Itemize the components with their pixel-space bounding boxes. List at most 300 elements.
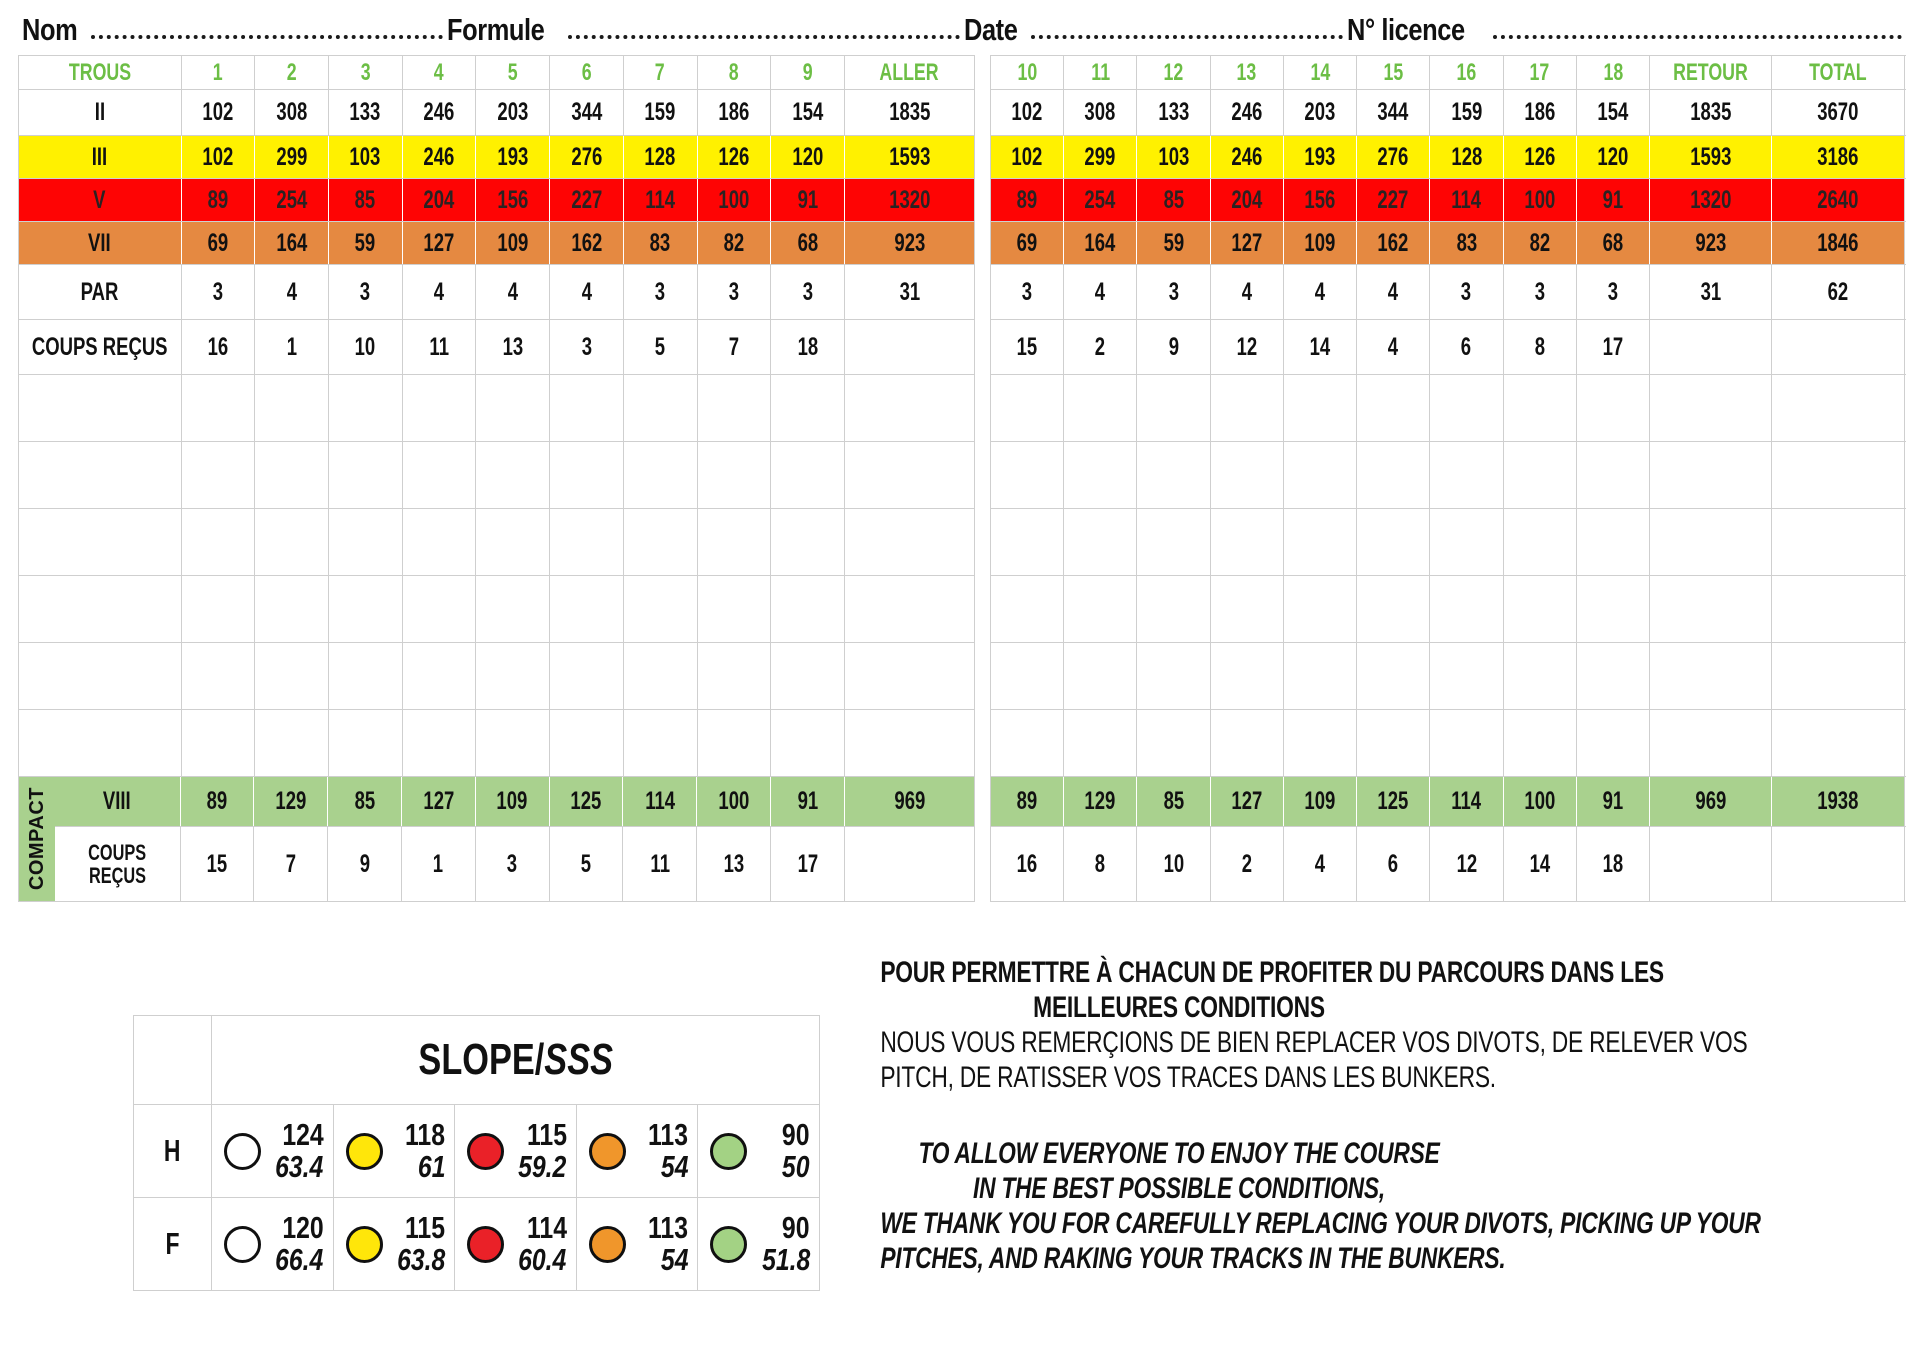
hole-value-cell: 227 <box>1357 179 1430 221</box>
hole-value-cell <box>1211 576 1284 642</box>
retour-cell <box>1650 827 1772 901</box>
retour-cell: 969 <box>1650 777 1772 826</box>
hole-value-cell: 68 <box>1577 222 1650 264</box>
aller-cell <box>845 710 975 776</box>
hole-value-cell <box>1211 509 1284 575</box>
total-cell: 3186 <box>1772 136 1906 178</box>
hole-value-cell <box>771 710 845 776</box>
hole-value-cell: 16 <box>182 320 256 374</box>
hole-value-cell: 7 <box>698 320 772 374</box>
hole-value-cell: 15 <box>991 320 1064 374</box>
hole-value-cell: 308 <box>1064 90 1137 135</box>
total-cell: 2640 <box>1772 179 1906 221</box>
hole-value-cell: 15 <box>1357 56 1430 89</box>
slope-entry-white <box>212 1198 334 1290</box>
hole-value-cell <box>182 710 256 776</box>
hole-value-cell: 1 <box>402 827 476 901</box>
hole-value-cell <box>624 375 698 441</box>
hole-value-cell: 1 <box>182 56 256 89</box>
hole-value-cell <box>1284 710 1357 776</box>
table-gap <box>975 710 990 777</box>
hole-value-cell: 162 <box>550 222 624 264</box>
hole-value-cell: 127 <box>1211 777 1284 826</box>
hole-value-cell <box>1357 442 1430 508</box>
hole-value-cell: 344 <box>550 90 624 135</box>
hole-value-cell: 3 <box>476 827 550 901</box>
slope-sss-values: 113 54 <box>648 1117 689 1184</box>
hole-value-cell: 100 <box>697 777 771 826</box>
hole-value-cell: 3 <box>182 265 256 319</box>
retour-cell <box>1650 320 1772 374</box>
hole-value-cell: 156 <box>476 179 550 221</box>
hole-value-cell <box>1211 643 1284 709</box>
hole-value-cell <box>1137 576 1210 642</box>
hole-value-cell: 129 <box>254 777 328 826</box>
slope-title: SLOPE/SSS <box>418 1035 613 1084</box>
back-nine-section <box>990 442 1906 509</box>
table-gap <box>975 643 990 710</box>
hole-value-cell: 13 <box>697 827 771 901</box>
hole-value-cell: 7 <box>254 827 328 901</box>
hole-value-cell: 4 <box>476 265 550 319</box>
hole-value-cell: 59 <box>329 222 403 264</box>
front-nine-section <box>18 509 975 576</box>
hole-value-cell <box>1577 442 1650 508</box>
hole-value-cell: 5 <box>624 320 698 374</box>
hole-value-cell: 114 <box>624 179 698 221</box>
hole-value-cell: 6 <box>1357 827 1430 901</box>
hole-value-cell: 126 <box>1504 136 1577 178</box>
retour-cell <box>1650 375 1772 441</box>
hole-value-cell <box>182 375 256 441</box>
slope-gender-label: H <box>134 1105 212 1197</box>
hole-value-cell: 4 <box>1284 265 1357 319</box>
hole-value-cell <box>698 710 772 776</box>
hole-value-cell: 102 <box>991 136 1064 178</box>
hole-value-cell <box>255 509 329 575</box>
score-row-ii <box>18 90 1906 136</box>
hole-value-cell: 4 <box>1284 827 1357 901</box>
hole-value-cell: 186 <box>698 90 772 135</box>
slope-sss-values: 115 63.8 <box>396 1210 446 1277</box>
back-nine-section <box>990 777 1906 827</box>
front-nine-section <box>18 320 975 375</box>
hole-value-cell <box>403 643 477 709</box>
hole-value-cell: 204 <box>1211 179 1284 221</box>
hole-value-cell: 83 <box>1430 222 1503 264</box>
tee-marker-white-icon <box>224 1226 261 1263</box>
tee-marker-orange-icon <box>589 1133 626 1170</box>
slope-sss-values: 90 51.8 <box>761 1210 810 1277</box>
hole-value-cell <box>403 710 477 776</box>
hole-value-cell <box>1504 643 1577 709</box>
back-nine-section <box>990 375 1906 442</box>
hole-value-cell <box>1064 509 1137 575</box>
score-row-trous <box>18 55 1906 90</box>
score-row-empty <box>18 509 1906 576</box>
score-row-v <box>18 179 1906 222</box>
row-label: III <box>19 136 182 178</box>
slope-sss-values: 118 61 <box>405 1117 446 1184</box>
total-cell <box>1772 509 1906 575</box>
hole-value-cell <box>476 710 550 776</box>
hole-value-cell <box>255 576 329 642</box>
hole-value-cell: 91 <box>1577 179 1650 221</box>
hole-value-cell: 3 <box>991 265 1064 319</box>
table-gap <box>975 442 990 509</box>
table-gap <box>975 827 990 902</box>
slope-entry-yellow <box>334 1198 456 1290</box>
slope-sss-values: 113 54 <box>648 1210 689 1277</box>
hole-value-cell: 18 <box>771 320 845 374</box>
hole-value-cell <box>771 643 845 709</box>
hole-value-cell <box>991 375 1064 441</box>
tee-marker-red-icon <box>467 1226 504 1263</box>
hole-value-cell <box>550 576 624 642</box>
tee-marker-yellow-icon <box>346 1226 383 1263</box>
hole-value-cell: 4 <box>403 56 477 89</box>
aller-cell: 31 <box>845 265 975 319</box>
hole-value-cell: 6 <box>1430 320 1503 374</box>
retour-cell: 1320 <box>1650 179 1772 221</box>
score-row-coups-re-us <box>18 320 1906 375</box>
hole-value-cell: 154 <box>771 90 845 135</box>
hole-value-cell: 100 <box>698 179 772 221</box>
hole-value-cell: 164 <box>255 222 329 264</box>
hole-value-cell: 18 <box>1577 56 1650 89</box>
score-row-coups-re-us <box>55 827 1906 902</box>
hole-value-cell: 59 <box>1137 222 1210 264</box>
hole-value-cell <box>624 509 698 575</box>
hole-value-cell: 246 <box>1211 136 1284 178</box>
hole-value-cell <box>476 643 550 709</box>
hole-value-cell: 8 <box>698 56 772 89</box>
hole-value-cell <box>1430 509 1503 575</box>
hole-value-cell: 126 <box>698 136 772 178</box>
hole-value-cell: 156 <box>1284 179 1357 221</box>
hole-value-cell: 125 <box>1357 777 1430 826</box>
hole-value-cell <box>1357 509 1430 575</box>
tee-marker-green-icon <box>710 1226 747 1263</box>
hole-value-cell: 4 <box>550 265 624 319</box>
tee-marker-white-icon <box>224 1133 261 1170</box>
hole-value-cell <box>1284 509 1357 575</box>
hole-value-cell: 2 <box>1211 827 1284 901</box>
etiquette-english-body <box>880 1206 1761 1276</box>
hole-value-cell <box>1504 375 1577 441</box>
hole-value-cell <box>624 643 698 709</box>
back-nine-section <box>990 222 1906 265</box>
hole-value-cell <box>329 710 403 776</box>
hole-value-cell: 102 <box>182 136 256 178</box>
hole-value-cell: 82 <box>698 222 772 264</box>
hole-value-cell <box>1430 375 1503 441</box>
hole-value-cell: 193 <box>1284 136 1357 178</box>
hole-value-cell <box>771 375 845 441</box>
hole-value-cell <box>182 442 256 508</box>
hole-value-cell <box>1577 509 1650 575</box>
hole-value-cell: 3 <box>1504 265 1577 319</box>
retour-cell <box>1650 442 1772 508</box>
hole-value-cell: 85 <box>1137 777 1210 826</box>
aller-cell <box>845 576 975 642</box>
front-nine-section <box>18 136 975 179</box>
hole-value-cell: 246 <box>403 90 477 135</box>
slope-sss-values: 124 63.4 <box>275 1117 324 1184</box>
aller-cell: 969 <box>845 777 975 826</box>
front-nine-section <box>18 55 975 90</box>
hole-value-cell <box>771 509 845 575</box>
slope-entry-red <box>455 1198 577 1290</box>
hole-value-cell <box>1357 710 1430 776</box>
hole-value-cell: 85 <box>328 777 402 826</box>
slope-entry-orange <box>577 1198 699 1290</box>
hole-value-cell: 276 <box>550 136 624 178</box>
aller-cell <box>845 509 975 575</box>
hole-value-cell: 2 <box>255 56 329 89</box>
back-nine-section <box>990 643 1906 710</box>
row-label: TROUS <box>19 56 182 89</box>
hole-value-cell: 102 <box>991 90 1064 135</box>
hole-value-cell: 89 <box>991 777 1064 826</box>
hole-value-cell <box>255 442 329 508</box>
hole-value-cell: 102 <box>182 90 256 135</box>
hole-value-cell: 103 <box>329 136 403 178</box>
back-nine-section <box>990 827 1906 902</box>
hole-value-cell: 1 <box>255 320 329 374</box>
hole-value-cell: 4 <box>1211 265 1284 319</box>
date-dotted-line <box>1031 35 1343 39</box>
back-nine-section <box>990 90 1906 136</box>
etiquette-line: TO ALLOW EVERYONE TO ENJOY THE COURSE <box>918 1137 1440 1170</box>
hole-value-cell: 10 <box>991 56 1064 89</box>
formule-label: Formule <box>447 12 545 47</box>
hole-value-cell: 3 <box>698 265 772 319</box>
front-nine-section <box>18 442 975 509</box>
nom-label: Nom <box>22 12 78 47</box>
hole-value-cell: 109 <box>1284 222 1357 264</box>
total-cell <box>1772 375 1906 441</box>
table-gap <box>975 375 990 442</box>
hole-value-cell <box>550 509 624 575</box>
hole-value-cell: 103 <box>1137 136 1210 178</box>
hole-value-cell: 12 <box>1137 56 1210 89</box>
hole-value-cell <box>1504 710 1577 776</box>
score-row-empty <box>18 710 1906 777</box>
hole-value-cell: 14 <box>1504 827 1577 901</box>
slope-entry-orange <box>577 1105 699 1197</box>
hole-value-cell: 14 <box>1284 320 1357 374</box>
hole-value-cell <box>1357 375 1430 441</box>
hole-value-cell <box>1137 710 1210 776</box>
score-row-par <box>18 265 1906 320</box>
tee-marker-green-icon <box>710 1133 747 1170</box>
back-nine-section <box>990 710 1906 777</box>
hole-value-cell: 5 <box>550 827 624 901</box>
hole-value-cell: 85 <box>1137 179 1210 221</box>
etiquette-text-block <box>786 955 1761 1276</box>
hole-value-cell: 5 <box>476 56 550 89</box>
hole-value-cell <box>476 375 550 441</box>
hole-value-cell: 114 <box>1430 179 1503 221</box>
hole-value-cell <box>476 442 550 508</box>
compact-course-section <box>18 777 1906 902</box>
hole-value-cell: 127 <box>1211 222 1284 264</box>
hole-value-cell: 9 <box>1137 320 1210 374</box>
etiquette-line: NOUS VOUS REMERÇIONS DE BIEN REPLACER VOS DIVOTS, DE RELEVER VOS <box>880 1026 1748 1059</box>
score-row-iii <box>18 136 1906 179</box>
hole-value-cell: 133 <box>1137 90 1210 135</box>
etiquette-line: POUR PERMETTRE À CHACUN DE PROFITER DU PARCOURS DANS LES <box>880 956 1664 989</box>
hole-value-cell <box>550 442 624 508</box>
hole-value-cell <box>991 710 1064 776</box>
hole-value-cell: 164 <box>1064 222 1137 264</box>
aller-cell: 1593 <box>845 136 975 178</box>
hole-value-cell: 154 <box>1577 90 1650 135</box>
hole-value-cell: 89 <box>181 777 255 826</box>
tee-marker-yellow-icon <box>346 1133 383 1170</box>
hole-value-cell <box>1284 643 1357 709</box>
total-cell: 3670 <box>1772 90 1906 135</box>
hole-value-cell <box>1577 643 1650 709</box>
hole-value-cell: 4 <box>1064 265 1137 319</box>
hole-value-cell <box>771 442 845 508</box>
hole-value-cell: 4 <box>1357 320 1430 374</box>
hole-value-cell: 100 <box>1504 179 1577 221</box>
hole-value-cell <box>1577 375 1650 441</box>
hole-value-cell: 3 <box>329 265 403 319</box>
hole-value-cell <box>476 576 550 642</box>
slope-entry-white <box>212 1105 334 1197</box>
compact-label-text: COMPACT <box>25 787 48 891</box>
hole-value-cell <box>1357 643 1430 709</box>
hole-value-cell: 3 <box>771 265 845 319</box>
hole-value-cell <box>182 576 256 642</box>
hole-value-cell: 114 <box>1430 777 1503 826</box>
row-label <box>19 375 182 441</box>
hole-value-cell: 203 <box>476 90 550 135</box>
hole-value-cell: 16 <box>1430 56 1503 89</box>
retour-cell: 31 <box>1650 265 1772 319</box>
hole-value-cell: 11 <box>1064 56 1137 89</box>
aller-cell: 923 <box>845 222 975 264</box>
table-gap <box>975 777 990 827</box>
hole-value-cell <box>1137 509 1210 575</box>
table-gap <box>975 179 990 222</box>
retour-cell: 1835 <box>1650 90 1772 135</box>
hole-value-cell: 15 <box>181 827 255 901</box>
hole-value-cell: 3 <box>1137 265 1210 319</box>
back-nine-section <box>990 179 1906 222</box>
score-row-vii <box>18 222 1906 265</box>
etiquette-line: IN THE BEST POSSIBLE CONDITIONS, <box>972 1172 1386 1205</box>
hole-value-cell: 13 <box>476 320 550 374</box>
hole-value-cell: 127 <box>403 222 477 264</box>
hole-value-cell <box>1577 576 1650 642</box>
hole-value-cell: 17 <box>1577 320 1650 374</box>
hole-value-cell: 3 <box>329 56 403 89</box>
hole-value-cell <box>1064 375 1137 441</box>
hole-value-cell: 159 <box>624 90 698 135</box>
hole-value-cell: 8 <box>1064 827 1137 901</box>
retour-cell <box>1650 710 1772 776</box>
hole-value-cell <box>1211 710 1284 776</box>
hole-value-cell: 299 <box>1064 136 1137 178</box>
aller-cell: 1320 <box>845 179 975 221</box>
back-nine-section <box>990 509 1906 576</box>
hole-value-cell <box>476 509 550 575</box>
aller-cell <box>845 827 975 901</box>
hole-value-cell <box>1430 576 1503 642</box>
retour-cell: RETOUR <box>1650 56 1772 89</box>
aller-cell <box>845 643 975 709</box>
hole-value-cell: 193 <box>476 136 550 178</box>
hole-value-cell: 10 <box>1137 827 1210 901</box>
hole-value-cell <box>1504 576 1577 642</box>
hole-value-cell: 89 <box>991 179 1064 221</box>
total-cell <box>1772 710 1906 776</box>
licence-dotted-line <box>1493 35 1902 39</box>
hole-value-cell: 17 <box>1504 56 1577 89</box>
hole-value-cell <box>550 375 624 441</box>
slope-sss-values: 90 50 <box>782 1117 810 1184</box>
hole-value-cell <box>255 643 329 709</box>
back-nine-section <box>990 576 1906 643</box>
front-nine-section <box>18 576 975 643</box>
hole-value-cell: 3 <box>1430 265 1503 319</box>
etiquette-line: PITCH, DE RATISSER VOS TRACES DANS LES BUNKERS. <box>880 1061 1496 1094</box>
hole-value-cell <box>1064 576 1137 642</box>
hole-value-cell <box>624 442 698 508</box>
retour-cell <box>1650 509 1772 575</box>
hole-value-cell <box>403 442 477 508</box>
aller-cell <box>845 320 975 374</box>
hole-value-cell: 91 <box>771 777 845 826</box>
formule-dotted-line <box>568 35 960 39</box>
hole-value-cell <box>698 509 772 575</box>
total-cell: 62 <box>1772 265 1906 319</box>
total-cell <box>1772 442 1906 508</box>
back-nine-section <box>990 265 1906 320</box>
hole-value-cell <box>550 710 624 776</box>
table-gap <box>975 222 990 265</box>
hole-value-cell: 299 <box>255 136 329 178</box>
hole-value-cell <box>991 442 1064 508</box>
hole-value-cell: 109 <box>1284 777 1357 826</box>
etiquette-english-title <box>880 1136 1477 1206</box>
row-label <box>19 643 182 709</box>
front-nine-section <box>18 643 975 710</box>
slope-entry-red <box>455 1105 577 1197</box>
row-label: VII <box>19 222 182 264</box>
table-gap <box>975 320 990 375</box>
table-gap <box>975 90 990 136</box>
hole-value-cell <box>1430 710 1503 776</box>
score-row-empty <box>18 375 1906 442</box>
hole-value-cell: 69 <box>182 222 256 264</box>
hole-value-cell <box>329 375 403 441</box>
hole-value-cell: 3 <box>1577 265 1650 319</box>
hole-value-cell <box>1064 442 1137 508</box>
hole-value-cell <box>182 509 256 575</box>
hole-value-cell: 120 <box>1577 136 1650 178</box>
retour-cell: 923 <box>1650 222 1772 264</box>
front-nine-section <box>18 179 975 222</box>
hole-value-cell: 17 <box>771 827 845 901</box>
etiquette-line: PITCHES, AND RAKING YOUR TRACKS IN THE BUNKERS. <box>880 1242 1506 1275</box>
hole-value-cell <box>1577 710 1650 776</box>
etiquette-line: WE THANK YOU FOR CAREFULLY REPLACING YOUR DIVOTS, PICKING UP YOUR <box>880 1207 1761 1240</box>
